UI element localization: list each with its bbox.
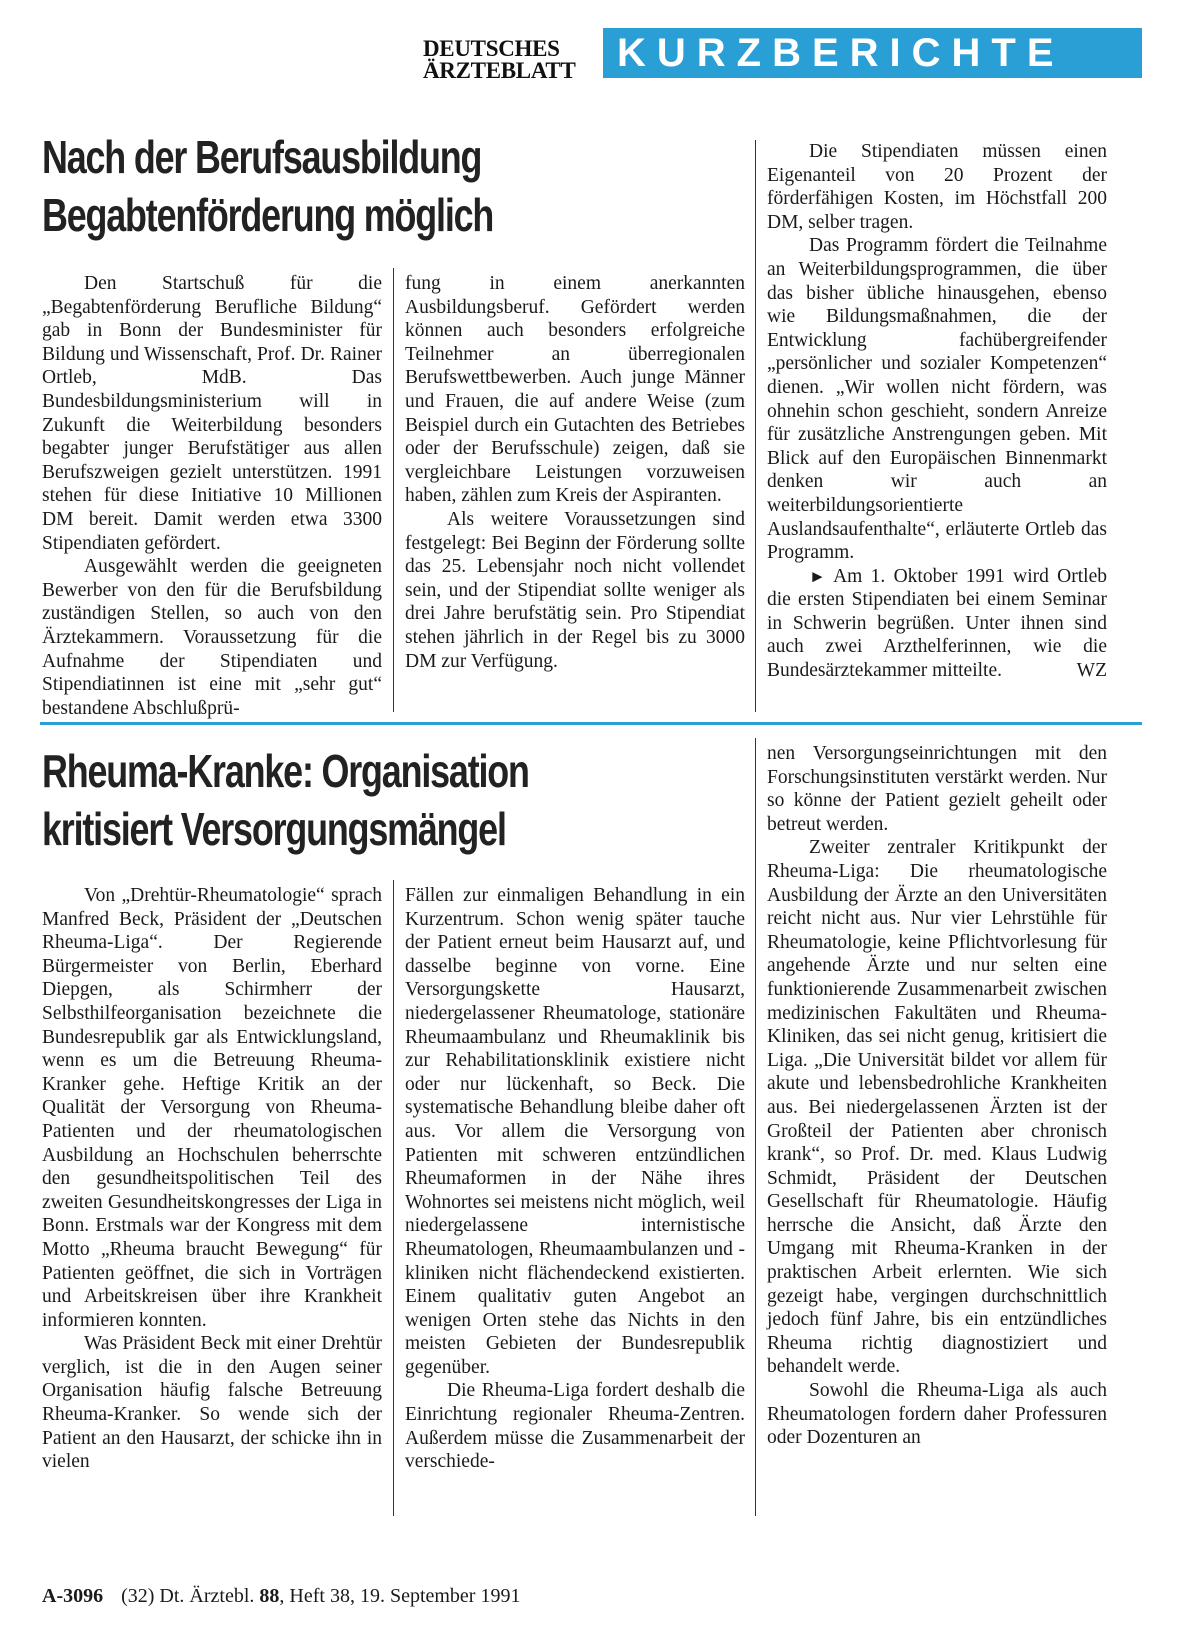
- article2-paragraph: Fällen zur einmaligen Behandlung in ein Kurzentrum. Schon wenig später tauche der Patient erneut beim Hausarzt auf, und dasselbe beginne von vorne. Eine Versorgungskette Hausarzt, niedergelassener Rheumatologe, stationäre Rheumaambulanz und Rheumaklinik bis zur Rehabilitationsklinik existiere nicht oder nur lückenhaft, so Beck. Die systematische Behandlung bleibe daher oft aus. Vor allem die Versorgung von Patienten mit schweren entzündlichen Rheumaformen in der Nähe ihres Wohnortes sei meistens nicht möglich, weil niedergelassene internistische Rheumatologen, Rheumaambulanzen und -kliniken nicht flächendeckend existierten. Einem qualitativ guten Angebot an wenigen Orten stehe das Nichts in den meisten Gebieten der Bundesrepublik gegenüber.: [405, 885, 745, 1378]
- article2-paragraph: Von „Drehtür-Rheumatologie“ sprach Manfred Beck, Präsident der „Deutschen Rheuma-Liga“. Der Regierende Bürgermeister von Berlin, Eberhard Diepgen, als Schirmherr der Selbsthilfeorganisation bezeichnete die Bundesrepublik gar als Entwicklungsland, wenn es um die Betreuung Rheuma-Kranker gehe. Heftige Kritik an der Qualität der Versorgung von Rheuma-Patienten und der rheumatologischen Ausbildung an Hochschulen beherrschte den gesundheitspolitischen Teil des zweiten Gesundheitskongresses der Liga in Bonn. Erstmals war der Kongress mit dem Motto „Rheuma braucht Bewegung“ für Patienten geöffnet, die sich in Vorträgen und Arbeitskreisen über ihre Krankheit informieren konnten.: [42, 885, 382, 1331]
- article1-headline-line2: Begabtenförderung möglich: [42, 189, 494, 241]
- article1-paragraph: fung in einem anerkannten Ausbildungsberuf. Gefördert werden können auch besonders erfolgreiche Teilnehmer an überregionalen Berufswettbewerben. Auch junge Männer und Frauen, die auf andere Weise (zum Beispiel durch ein Gutachten des Betriebes oder der Berufsschule) zeigen, daß sie vergleichbare Leistungen vorzuweisen haben, zählen zum Kreis der Aspiranten.: [405, 273, 745, 507]
- article1-column-2: [405, 272, 745, 673]
- article2-headline-line1: Rheuma-Kranke: Organisation: [42, 745, 529, 797]
- article1-paragraph: Als weitere Voraussetzungen sind festgelegt: Bei Beginn der Förderung sollte das 25. Lebensjahr noch nicht vollendet sein, und der Stipendiat sollte weniger als drei Jahre berufstätig sein. Pro Stipendiat stehen jährlich in der Regel bis zu 3000 DM zur Verfügung.: [405, 508, 745, 672]
- article2-paragraph: Zweiter zentraler Kritikpunkt der Rheuma-Liga: Die rheumatologische Ausbildung der Ärzte an den Universitäten reicht nicht aus. Nur vier Lehrstühle für Rheumatologie, keine Pflichtvorlesung für angehende Ärzte und nur selten eine funktionierende Zusammenarbeit zwischen medizinischen Fakultäten und Rheuma-Kliniken, das sei nicht genug, kritisiert die Liga. „Die Universität bildet vor allem für akute und lebensbedrohliche Krankheiten aus. Bei niedergelassenen Ärzten ist der Großteil der Patienten aber chronisch krank“, so Prof. Dr. med. Klaus Ludwig Schmidt, Präsident der Deutschen Gesellschaft für Rheumatologie. Häufig herrsche die Ansicht, daß Ärzte den Umgang mit Rheuma-Kranken in der praktischen Arbeit erlernten. Wie sich gezeigt habe, vergingen durchschnittlich jedoch fünf Jahre, bis ein entzündliches Rheuma richtig diagnostiziert und behandelt werde.: [767, 837, 1107, 1378]
- page-footer: [42, 1585, 520, 1608]
- article1-paragraph: Die Stipendiaten müssen einen Eigenanteil von 20 Prozent der förderfähigen Kosten, im Höchstfall 200 DM, selber tragen.: [767, 141, 1107, 233]
- section-banner: KURZBERICHTE: [603, 28, 1142, 78]
- journal-logo-line2: ÄRZTEBLATT: [423, 58, 576, 83]
- article2-column-1: [42, 884, 382, 1474]
- article2-paragraph: nen Versorgungseinrichtungen mit den Forschungsinstituten verstärkt werden. Nur so könne der Patient gezielt geheilt oder betreut werden.: [767, 743, 1107, 835]
- column-divider: [755, 738, 756, 1516]
- journal-logo-line1: DEUTSCHES: [423, 36, 560, 61]
- article2-paragraph: Was Präsident Beck mit einer Drehtür verglich, ist die in den Augen seiner Organisation häufig falsche Betreuung Rheuma-Kranker. So wende sich der Patient an den Hausarzt, der schicke ihn in vielen: [42, 1333, 382, 1473]
- article1-paragraph-final: [767, 565, 1107, 683]
- article2-paragraph: Die Rheuma-Liga fordert deshalb die Einrichtung regionaler Rheuma-Zentren. Außerdem müsse die Zusammenarbeit der verschiede-: [405, 1380, 745, 1473]
- article1-paragraph: Das Programm fördert die Teilnahme an Weiterbildungsprogrammen, die über das bisher übliche hinausgehen, ebenso wie Bildungsmaßnahmen, die der Entwicklung fachübergreifender „persönlicher und sozialer Kompetenzen“ dienen. „Wir wollen nicht fördern, was ohnehin schon geschieht, sondern Anreize für zusätzliche Anstrengungen geben. Mit Blick auf den Europäischen Binnenmarkt denken wir auch an weiterbildungsorientierte Auslandsaufenthalte“, erläuterte Ortleb das Programm.: [767, 235, 1107, 564]
- article2-column-3: [767, 742, 1107, 1450]
- article2-headline-line2: kritisiert Versorgungsmängel: [42, 803, 506, 855]
- column-divider: [393, 880, 394, 1516]
- journal-logo: [423, 38, 589, 82]
- article1-column-1: [42, 272, 382, 720]
- article2-column-2: [405, 884, 745, 1474]
- article1-paragraph: Den Startschuß für die „Begabtenförderung Berufliche Bildung“ gab in Bonn der Bundesminister für Bildung und Wissenschaft, Prof. Dr. Rainer Ortleb, MdB. Das Bundesbildungsministerium will in Zukunft die Weiterbildung besonders begabter junger Berufstätiger aus allen Berufszweigen gezielt unterstützen. 1991 stehen für diese Initiative 10 Millionen DM bereit. Damit werden etwa 3300 Stipendiaten gefördert.: [42, 273, 382, 554]
- article1-final-text: Am 1. Oktober 1991 wird Ortleb die ersten Stipendiaten bei einem Seminar in Schwerin begrüßen. Unter ihnen sind auch zwei Arzthelferinnen, wie die Bundesärztekammer mitteilte.: [767, 565, 1107, 682]
- column-divider: [755, 140, 756, 712]
- article1-headline-line1: Nach der Berufsausbildung: [42, 131, 482, 183]
- article2-paragraph: Sowohl die Rheuma-Liga als auch Rheumatologen fordern daher Professuren oder Dozenturen an: [767, 1380, 1107, 1449]
- article-separator: [40, 722, 1142, 725]
- article1-column-3: [767, 140, 1107, 683]
- citation-volume: 88: [259, 1585, 280, 1607]
- citation-issue-date: , Heft 38, 19. September 1991: [279, 1585, 521, 1607]
- citation-journal: (32) Dt. Ärztebl.: [121, 1585, 255, 1607]
- column-divider: [393, 268, 394, 712]
- article1-signature: WZ: [1076, 660, 1107, 682]
- article1-paragraph: Ausgewählt werden die geeigneten Bewerber von den für die Berufsbildung zuständigen Stellen, so auch von den Ärztekammern. Voraussetzung für die Aufnahme der Stipendiaten und Stipendiatinnen ist eine mit „sehr gut“ bestandene Abschlußprü-: [42, 556, 382, 719]
- article2-headline: [42, 742, 529, 858]
- article1-headline: [42, 128, 493, 244]
- arrow-bullet-icon: ►: [809, 566, 826, 586]
- page-number: A-3096: [42, 1585, 104, 1607]
